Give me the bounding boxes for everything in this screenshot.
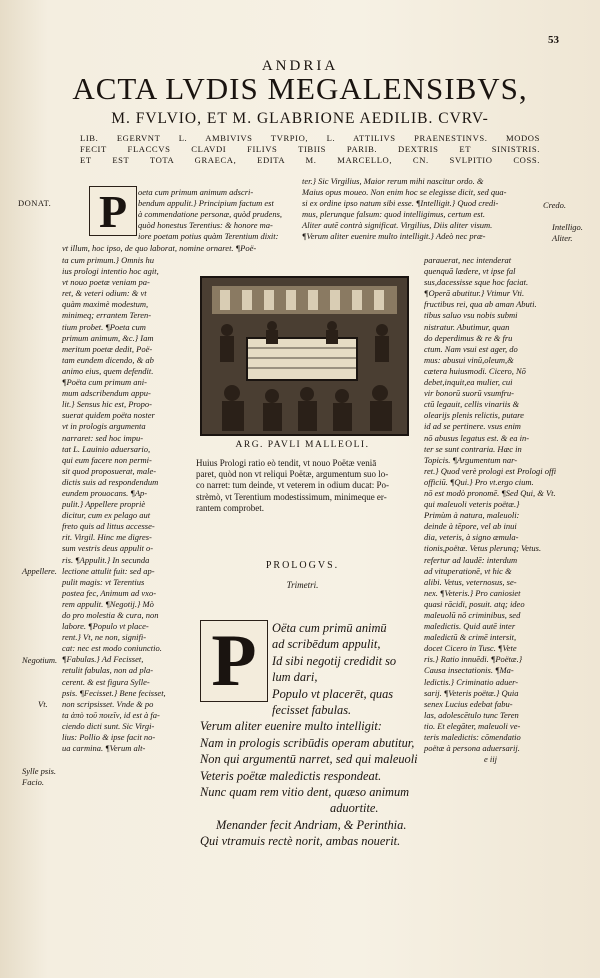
text-line: nō est modò pronomē. ¶Sed Qui, & Vt. [424,487,556,498]
text-line: cætera huiusmodi. Cicero, Nō [424,365,526,376]
text-line: quàm maximè modestum, [62,299,149,310]
text-line: primum animum, &c.} Iam [62,332,154,343]
verse-line: ad scribēdum appulit, [272,637,381,652]
text-line: labore. ¶Populo vt place- [62,621,149,632]
text-line: retulit fabulas, non ad pla- [62,665,154,676]
text-line: pulit.} Appellere propriè [62,499,146,510]
heading-detail-line: FECIT FLACCVS CLAVDI FILIVS TIBIIS PARIB. DEXTRIS ET SINISTRIS. [80,144,540,155]
text-line: rent.} Vt, ne non, signifi- [62,632,147,643]
margin-note: Intelligo. [552,222,583,232]
text-line: Huius Prologi ratio eò tendit, vt nouo Poëtæ veniā [196,458,377,468]
text-line: eundem prouocans. ¶Ap- [62,487,148,498]
text-line: do pro molestia & cura, non [62,610,159,620]
heading-details [80,133,540,167]
text-line: rantem comprobet. [196,502,264,513]
theatre-scene-image [202,278,407,434]
text-line: postea fec, Animum ad vxo- [62,587,157,598]
text-line: ris.} Ratio innuēdi. ¶Poëtæ.} [424,654,523,665]
text-line: sum vestris deus appulit o- [62,543,154,554]
argument-paragraph [196,458,414,514]
text-line: rit. Virgil. Hinc me digres- [62,532,152,543]
text-line: ¶Poëta cum primum ani- [62,377,147,388]
decorated-initial: P [89,186,137,236]
text-line: ledictis.} Criminatio aduer- [424,676,519,687]
text-line: deinde à tēpore, vel ab inui [424,521,517,532]
verse-line: Nunc quam rem vitio dent, quæso animum [200,785,410,800]
text-line: ua carmina. ¶Verum alt- [62,743,146,754]
text-line: lectione attulit fuit: sed ap- [62,565,155,576]
text-line: sit quod proposuerat, male- [62,465,157,476]
text-line: maledictis. Quid autē inter [424,621,516,632]
text-line: co narret: tum deinde, vt veterem in odium ducat: Po- [196,480,389,491]
text-line: refertur ad laudē: interdum [424,554,518,565]
text-line: quòd honestus Terentius: & honore ma- [138,220,273,231]
margin-note: Aliter. [552,233,573,243]
play-title: ANDRIA [261,58,339,74]
text-line: sus,dacessisse sque hoc faciat. [424,277,529,288]
text-line: fructibus rei, qua ab aman Abuti. [424,299,537,310]
verse-line: Non qui argumentū narret, sed qui maleuoli [200,752,418,767]
commentary-left-column [62,255,166,754]
text-line: qui eum facere non permi- [62,454,152,465]
margin-note: Appellere. [22,566,57,576]
text-line: Primùm à natura, maleuoli: [424,510,520,521]
text-line: ris. ¶Appulit.} In secunda [62,554,150,565]
margin-note: Credo. [543,200,567,210]
text-line: ta cum primum.} Omnis hu [62,255,154,265]
text-line: mus: abusui vinū,oleum,& [424,354,514,365]
text-line: vt nouo poetæ veniam pa- [62,277,150,288]
commentary-left-top-last: vt illum, hoc ipso, de quo laborat, nomine ornaret. ¶Poë- [62,243,257,253]
text-line: bendum appulit.} Principium factum est [138,198,274,209]
text-line: cerent. & est figura Sylle- [62,676,150,687]
text-line: teris maledictis: cōmendatio [424,732,521,743]
text-line: las, adolescētulo tunc Teren [424,709,519,720]
text-line: ¶Verum aliter euenire multo intelligit.} Adeò nec præ- [302,231,486,242]
verse-decorated-initial: P [200,620,268,702]
text-line: dia, veteris, à signo æmula- [424,532,519,543]
text-line: Aliter autē contrà significat. Virgilius, Diis aliter visum. [302,220,493,231]
text-line: maleuolū nō criminibus, sed [424,610,521,620]
heading-detail-line: LIB. EGERVNT L. AMBIVIVS TVRPIO, L. ATTILIVS PRAENESTINVS. MODOS [80,133,540,143]
page-number: 53 [548,34,559,46]
text-line: pulit magis: vt Terentius [62,576,145,587]
verse-line: Verum aliter euenire multo intelligit: [200,719,382,734]
text-line: dictis suis ad respondendum [62,476,159,487]
text-line: tium probet. ¶Poeta cum [62,321,146,332]
heading-detail-line: ET EST TOTA GRAECA, EDITA M. MARCELLO, CN. SVLPITIO COSS. [80,155,540,166]
commentary-right-top [302,176,506,243]
text-line: strèmò, vt Terentium modestissimum, minimeque er- [196,491,387,502]
meter-label: Trimetri. [286,580,319,590]
verse-line: Id sibi negotij credidit so [272,653,397,668]
margin-note: Negotium. [22,655,58,665]
text-line: alibi. Vetus, veternosus, se- [424,576,517,587]
text-line: do deperdimus & re & fru [424,332,513,343]
text-line: freto quis ad littus accesse- [62,521,155,532]
text-line: id ad se pertinere. vsus enim [424,421,521,432]
text-line: parauerat, nec intenderat [424,255,512,265]
text-line: ¶Operā abutitur.} Vtimur Vti. [424,288,525,299]
text-line: suerat quidem poëta noster [62,410,155,421]
margin-note: Facio. [22,777,44,787]
text-line: ta ἀπὸ τοῦ ποιεῖν, id est à fa- [62,709,160,720]
text-line: nō abusus legatus est. & ea in- [424,432,530,443]
text-line: quenquā lædere, vt ipse fal [424,266,516,277]
text-line: docet Cicero in Tusc. ¶Vete [424,643,517,654]
text-line: ctū legauit, cellis vinariis & [424,399,520,410]
text-line: nex. ¶Veteris.} Pro caniosiet [424,587,521,598]
text-line: tionis,poëtæ. Vetus plerunq; Vetus. [424,543,542,554]
text-line: tam eundem dicendo, & ab [62,354,154,365]
text-line: ret.} Quod verè prologi est Prologi offi [424,465,557,476]
verse-line: Menander fecit Andriam, & Perinthia. [216,817,407,832]
text-line: mus, plerunque falsum: quod intelligimus, certum est. [302,209,485,220]
text-line: poëtæ à persona aduersarij. [424,743,520,754]
text-line: ius prologi intentio hoc agit, [62,266,159,277]
text-line: debet,inquit,ea mulier, cui [424,377,513,388]
margin-note: Vt. [38,699,48,709]
verse-line: Oëta cum primū animū [272,621,387,635]
text-line: non scripsisset. Vnde & po [62,698,154,709]
text-line: mum adscribendum appu- [62,388,151,399]
verse-line: Qui vtramuis rectè norit, ambas nouerit. [200,834,401,849]
text-line: ter se sunt contraria. Hæc in [424,443,522,454]
text-line: ctum. Nam vsui est ager, do [424,343,518,354]
text-line: meritum poetæ dedit, Poë- [62,343,153,354]
text-line: ter.} Sic Virgilius, Maior rerum mihi nascitur ordo. & [302,176,484,186]
text-line: tibus saluo vsu nobis submi [424,310,518,321]
text-line: lius: Pollio & ipse facit no- [62,732,156,743]
woodcut-caption: ARG. PAVLI MALLEOLI. [235,440,370,450]
text-line: nistratur. Abutimur, quan [424,321,510,332]
text-line: senex Lucius edebat fabu- [424,698,513,709]
text-line: psis. ¶Fecisset.} Bene fecisset, [62,687,166,698]
prologue-verse [200,620,418,850]
text-line: à commendatione personæ, quòd prudens, [138,209,283,220]
text-line: iore poetam potius quàm Terentium dixit: [138,231,279,242]
text-line: olearijs plenis relictis, putare [424,410,524,421]
heading-line-3: M. FVLVIO, ET M. GLABRIONE AEDILIB. CVRV- [111,110,489,127]
text-line: minimeq; errantem Teren- [62,310,152,321]
text-line: Maius opus moueo. Non enim hoc se elegisse dicit, sed qua- [302,187,507,198]
prologus-heading: PROLOGVS. [265,560,340,571]
signature-mark: e iij [484,754,497,765]
text-line: ciendo dicti sunt. Sic Virgi- [62,720,155,731]
text-line: cat: nec est modo coniunctio. [62,643,162,654]
text-line: tio. Et elegāter, maleuoli ve- [424,720,521,731]
text-line: qui maleuoli veteris poëtæ.} [424,499,520,510]
verse-line: Nam in prologis scribūdis operam abutitur, [200,735,415,750]
text-line: oeta cum primum animum adscri- [138,187,254,197]
text-line: vt in prologis argumenta [62,421,146,432]
verse-line: Veteris poëtæ maledictis respondeat. [200,768,382,783]
donat-label: DONAT. [18,198,52,208]
text-line: rem appulit. ¶Negotij.} Mò [62,598,154,609]
text-line: narraret: sed hoc impu- [62,432,144,443]
text-line: tat L. Lauinio aduersario, [62,443,151,454]
commentary-left-top [138,187,282,242]
text-line: maledictū & crimē intersit, [424,632,517,643]
text-line: vir bonorū suorū vsumfru- [424,388,514,399]
text-line: Topicis. ¶Argumentum nar- [424,454,518,465]
text-line: officiū. ¶Qui.} Pro vt.ergo cium. [424,476,534,487]
verse-line: fecisset fabulas. [272,703,352,718]
verse-line: Populo vt placerēt, quas [272,686,394,701]
text-line: ad vituperationē, vt hic & [424,565,512,576]
text-line: paret, quòd non vt reliqui Poëtæ, argumentum suo lo- [196,469,389,480]
margin-note: Sylle psis. [22,766,56,776]
woodcut-illustration [200,276,409,436]
heading-line-2: ACTA LVDIS MEGALENSIBVS, [72,71,528,106]
commentary-right-column [424,255,556,765]
text-line: sarij. ¶Veteris poëtæ.} Quia [424,687,519,698]
text-line: dicitur, cum ex pelago aut [62,510,151,521]
text-line: animo eius, quem defendit. [62,365,154,376]
verse-line: lum dari, [272,670,318,685]
verse-line: aduortite. [330,801,379,816]
text-line: lit.} Sensus hic est, Propo- [62,399,152,410]
text-line: ret, & veteri odium: & vt [62,288,147,299]
text-line: si ex ordine ipso natum sibi esse. ¶Intelligit.} Quod credi- [302,198,499,209]
text-line: Causa insectationis. ¶Ma- [424,665,514,676]
text-line: quasi rācidi, posuit. atq; ideo [424,598,525,609]
text-line: ¶Fabulas.} Ad Fecisset, [62,654,144,665]
